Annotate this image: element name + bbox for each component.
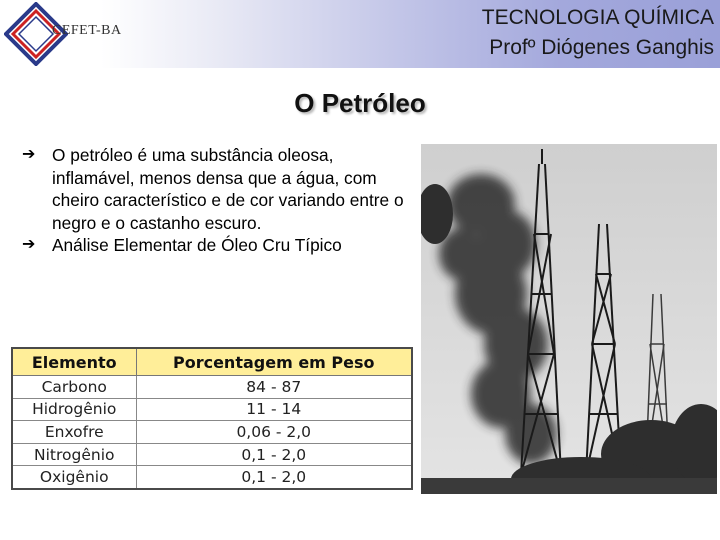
professor-name: Profº Diógenes Ganghis (489, 36, 714, 59)
slide-heading: O Petróleo (294, 88, 426, 118)
percentage-cell: 0,1 - 2,0 (136, 443, 412, 466)
table-row (12, 398, 412, 421)
percentage-cell: 0,1 - 2,0 (136, 466, 412, 489)
element-cell: Enxofre (12, 421, 136, 444)
column-header-element: Elemento (12, 348, 136, 376)
arrow-right-icon: ➔ (22, 146, 36, 163)
table-header-row (12, 348, 412, 376)
table-row (12, 421, 412, 444)
percentage-cell: 0,06 - 2,0 (136, 421, 412, 444)
oil-derrick-illustration (421, 144, 717, 494)
element-cell: Hidrogênio (12, 398, 136, 421)
bullet-text: Análise Elementar de Óleo Cru Típico (52, 235, 342, 255)
bullet-item (22, 144, 407, 234)
percentage-cell: 11 - 14 (136, 398, 412, 421)
course-title: TECNOLOGIA QUÍMICA (481, 6, 714, 29)
column-header-percentage: Porcentagem em Peso (136, 348, 412, 376)
arrow-right-icon: ➔ (22, 236, 36, 253)
percentage-cell: 84 - 87 (136, 376, 412, 399)
element-cell: Oxigênio (12, 466, 136, 489)
slide-header (0, 0, 720, 68)
bullet-text: O petróleo é uma substância oleosa, inflamável, menos densa que a água, com cheiro característico e de cor variando entre o negro e o castanho escuro. (52, 145, 404, 233)
table-row (12, 466, 412, 489)
table-row (12, 376, 412, 399)
bullet-item (22, 234, 407, 257)
element-cell: Nitrogênio (12, 443, 136, 466)
logo-text: CEFET-BA (52, 23, 122, 38)
element-cell: Carbono (12, 376, 136, 399)
oil-derrick-photo (421, 144, 717, 494)
bullet-list (22, 144, 407, 257)
table-row (12, 443, 412, 466)
elemental-analysis-table (11, 347, 413, 490)
